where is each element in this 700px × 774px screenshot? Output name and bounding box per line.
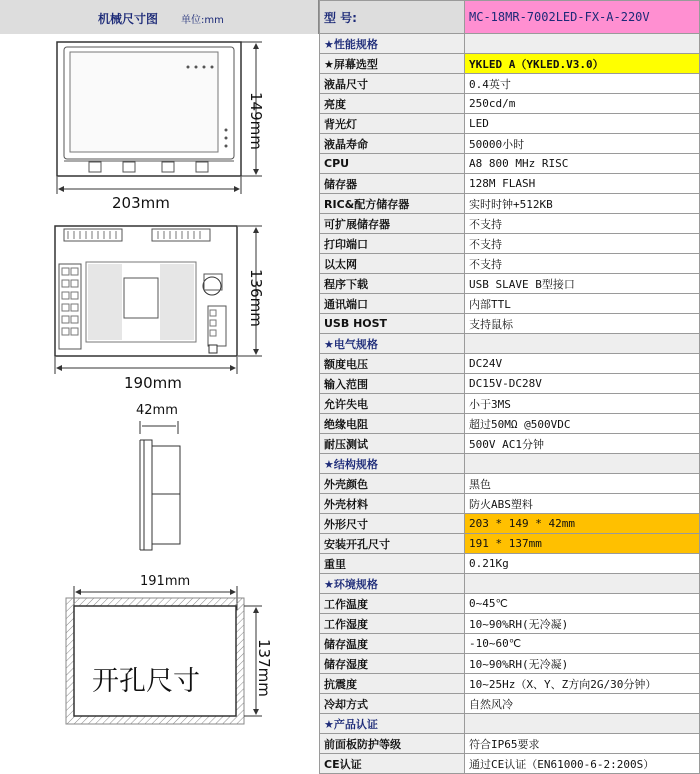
cutout-width-label: 191mm — [140, 574, 191, 589]
spec-value: 128M FLASH — [465, 174, 700, 194]
spec-value: 不支持 — [465, 254, 700, 274]
spec-value: A8 800 MHz RISC — [465, 154, 700, 174]
back-view — [55, 226, 265, 392]
back-width-label: 190mm — [124, 374, 182, 392]
spec-value: 通过CE认证（EN61000-6-2:200S） — [465, 754, 700, 774]
spec-row — [320, 694, 700, 714]
spec-row — [320, 734, 700, 754]
spec-value: 203 * 149 * 42mm — [465, 514, 700, 534]
spec-key: RIC&配方储存器 — [320, 194, 465, 214]
spec-row — [320, 154, 700, 174]
spec-value: 黑色 — [465, 474, 700, 494]
spec-value: 小于3MS — [465, 394, 700, 414]
spec-key: 抗震度 — [320, 674, 465, 694]
spec-table — [319, 0, 700, 774]
spec-key: 冷却方式 — [320, 694, 465, 714]
spec-value: 500V AC1分钟 — [465, 434, 700, 454]
spec-row — [320, 74, 700, 94]
spec-key: 外形尺寸 — [320, 514, 465, 534]
spec-value: -10~60℃ — [465, 634, 700, 654]
spec-value: 250cd/m — [465, 94, 700, 114]
spec-key: 允许失电 — [320, 394, 465, 414]
spec-value: LED — [465, 114, 700, 134]
spec-key: 前面板防护等级 — [320, 734, 465, 754]
spec-row — [320, 394, 700, 414]
spec-row — [320, 314, 700, 334]
spec-key: 绝缘电阻 — [320, 414, 465, 434]
spec-row — [320, 754, 700, 774]
spec-row — [320, 654, 700, 674]
spec-key: ★性能规格 — [320, 34, 465, 54]
depth-label: 42mm — [136, 403, 178, 418]
spec-value: DC24V — [465, 354, 700, 374]
spec-key: 液晶寿命 — [320, 134, 465, 154]
spec-value — [465, 334, 700, 354]
spec-row — [320, 474, 700, 494]
spec-key: CPU — [320, 154, 465, 174]
spec-row — [320, 194, 700, 214]
spec-value: 0.21Kg — [465, 554, 700, 574]
spec-value: 符合IP65要求 — [465, 734, 700, 754]
spec-row — [320, 534, 700, 554]
front-width-label: 203mm — [112, 194, 170, 212]
spec-value: 不支持 — [465, 214, 700, 234]
spec-key: CE认证 — [320, 754, 465, 774]
spec-key: 打印端口 — [320, 234, 465, 254]
spec-value: 支持鼠标 — [465, 314, 700, 334]
drawing-header — [0, 0, 319, 34]
spec-value: 10~25Hz（X、Y、Z方向2G/30分钟） — [465, 674, 700, 694]
spec-value — [465, 34, 700, 54]
front-view — [57, 42, 265, 212]
section-header-row — [320, 454, 700, 474]
spec-row — [320, 134, 700, 154]
drawing-unit: 单位:mm — [181, 15, 224, 26]
spec-row — [320, 594, 700, 614]
spec-value: 191 * 137mm — [465, 534, 700, 554]
spec-row — [320, 214, 700, 234]
spec-value: 自然风冷 — [465, 694, 700, 714]
spec-value: 10~90%RH(无冷凝) — [465, 654, 700, 674]
spec-key: 储存湿度 — [320, 654, 465, 674]
spec-row — [320, 174, 700, 194]
spec-row — [320, 434, 700, 454]
spec-value: 50000小时 — [465, 134, 700, 154]
spec-key: 可扩展储存器 — [320, 214, 465, 234]
spec-value: 实时时钟+512KB — [465, 194, 700, 214]
drawing-svg — [0, 34, 319, 774]
spec-row — [320, 274, 700, 294]
section-header-row — [320, 574, 700, 594]
spec-key: 外壳颜色 — [320, 474, 465, 494]
spec-row — [320, 414, 700, 434]
spec-value: 0.4英寸 — [465, 74, 700, 94]
spec-key: 外壳材料 — [320, 494, 465, 514]
spec-value — [465, 454, 700, 474]
section-header-row — [320, 714, 700, 734]
spec-key: 储存器 — [320, 174, 465, 194]
spec-key: 以太网 — [320, 254, 465, 274]
spec-key: USB HOST — [320, 314, 465, 334]
spec-row — [320, 54, 700, 74]
section-header-row — [320, 334, 700, 354]
spec-key: 输入范围 — [320, 374, 465, 394]
spec-row — [320, 114, 700, 134]
spec-key: ★电气规格 — [320, 334, 465, 354]
model-row — [320, 1, 700, 34]
back-height-label: 136mm — [247, 269, 265, 327]
spec-value: DC15V-DC28V — [465, 374, 700, 394]
spec-row — [320, 94, 700, 114]
spec-row — [320, 254, 700, 274]
spec-key: 液晶尺寸 — [320, 74, 465, 94]
spec-key: 工作湿度 — [320, 614, 465, 634]
spec-key: 储存温度 — [320, 634, 465, 654]
spec-key: ★产品认证 — [320, 714, 465, 734]
spec-value: YKLED A（YKLED.V3.0） — [465, 54, 700, 74]
spec-row — [320, 294, 700, 314]
spec-row — [320, 674, 700, 694]
spec-row — [320, 634, 700, 654]
spec-value: USB SLAVE B型接口 — [465, 274, 700, 294]
spec-row — [320, 614, 700, 634]
spec-value: 内部TTL — [465, 294, 700, 314]
spec-value — [465, 574, 700, 594]
front-height-label: 149mm — [247, 92, 265, 150]
spec-key: 安装开孔尺寸 — [320, 534, 465, 554]
spec-key: 通讯端口 — [320, 294, 465, 314]
spec-value: 防火ABS塑料 — [465, 494, 700, 514]
spec-key: 耐压测试 — [320, 434, 465, 454]
dimension-drawing-panel — [0, 0, 319, 774]
spec-value: 10~90%RH(无冷凝) — [465, 614, 700, 634]
spec-key: 背光灯 — [320, 114, 465, 134]
spec-key: 工作温度 — [320, 594, 465, 614]
spec-key: 重里 — [320, 554, 465, 574]
spec-value: 超过50MΩ @500VDC — [465, 414, 700, 434]
side-view — [136, 403, 180, 550]
cutout-height-label: 137mm — [255, 639, 273, 697]
spec-key: ★屏幕选型 — [320, 54, 465, 74]
spec-row — [320, 514, 700, 534]
spec-row — [320, 374, 700, 394]
spec-key: 亮度 — [320, 94, 465, 114]
spec-key: ★结构规格 — [320, 454, 465, 474]
drawing-title: 机械尺寸图 — [98, 12, 159, 26]
cutout-view — [66, 574, 273, 724]
spec-value — [465, 714, 700, 734]
spec-value: 0~45℃ — [465, 594, 700, 614]
spec-row — [320, 554, 700, 574]
spec-value: 不支持 — [465, 234, 700, 254]
spec-row — [320, 354, 700, 374]
model-label: 型 号: — [320, 1, 465, 34]
cutout-label: 开孔尺寸 — [92, 666, 200, 697]
spec-row — [320, 494, 700, 514]
section-header-row — [320, 34, 700, 54]
spec-key: ★环境规格 — [320, 574, 465, 594]
spec-key: 额度电压 — [320, 354, 465, 374]
spec-row — [320, 234, 700, 254]
spec-key: 程序下载 — [320, 274, 465, 294]
model-value: MC-18MR-7002LED-FX-A-220V — [465, 1, 700, 34]
